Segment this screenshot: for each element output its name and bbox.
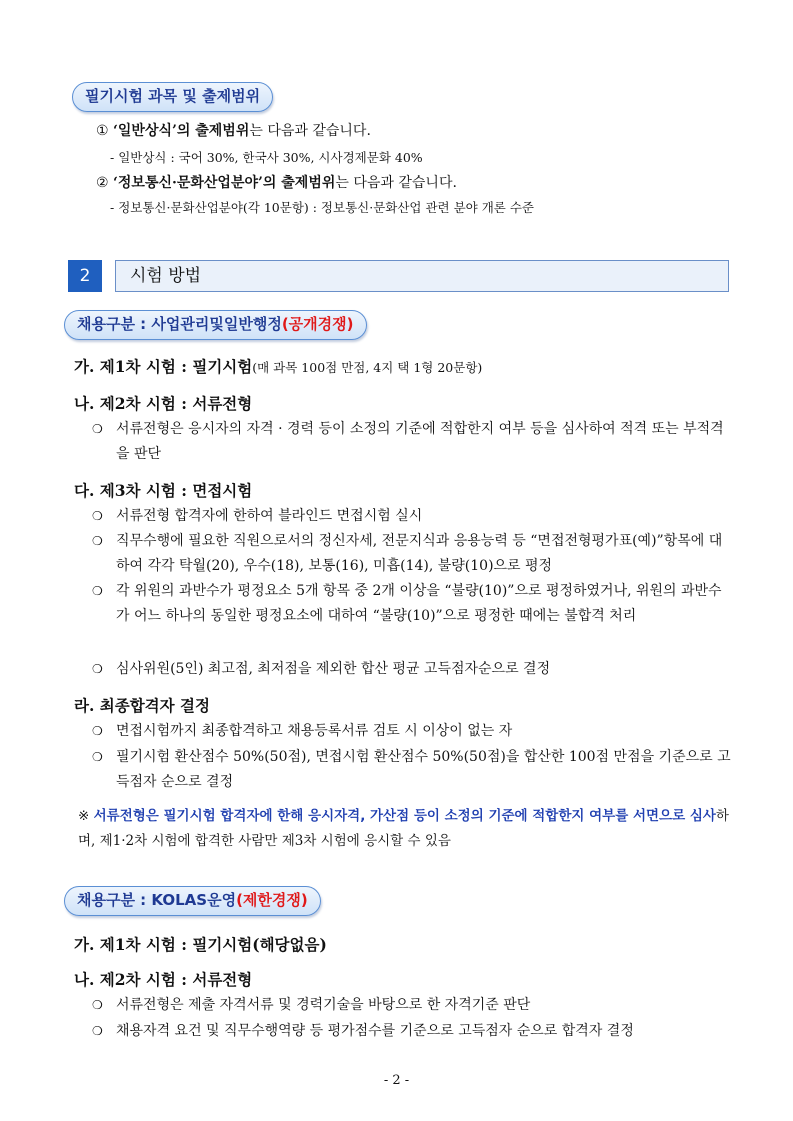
g1-stage-3-bullet-2: ❍ 직무수행에 필요한 직원으로서의 정신자세, 전문지식과 응용능력 등 “면접전형평가표(예)”항목에 대하여 각각 탁월(20), 우수(18), 보통(16), 미흡(14), 불량(10)으로 평정 [92,529,732,579]
g1-stage-3-bullet-1: ❍ 서류전형 합격자에 한하여 블라인드 면접시험 실시 [92,504,732,529]
bullet-icon: ❍ [92,662,103,676]
written-item-2: ② ‘정보통신·문화산업분야’의 출제범위는 다음과 같습니다. [96,175,457,191]
g1-final-bullet-1: ❍ 면접시험까지 최종합격하고 채용등록서류 검토 시 이상이 없는 자 [92,719,732,744]
screening-note [78,804,738,854]
g1-stage-3-bullet-3: ❍ 각 위원의 과반수가 평정요소 5개 항목 중 2개 이상을 “불량(10)”으로 평정하였거나, 위원의 과반수가 어느 하나의 동일한 평정요소에 대하여 “불량(10)”으로 평정한 때에는 불합격 처리 [92,579,732,629]
written-exam-pill-label: 필기시험 과목 및 출제범위 [85,87,261,105]
written-exam-pill [72,82,273,112]
g1-stage-2-bullet-1: ❍ 서류전형은 응시자의 자격 · 경력 등이 소정의 기준에 적합한지 여부 등을 심사하여 적격 또는 부적격을 판단 [92,417,732,467]
g2-stage-2-heading: 나. 제2차 시험 : 서류전형 [74,970,253,989]
written-item-1-title: ‘일반상식’의 출제범위 [113,123,250,139]
bullet-icon: ❍ [92,509,103,523]
g1-stage-1-heading: 가. 제1차 시험 : 필기시험(매 과목 100점 만점, 4지 택 1형 20문항) [74,357,483,376]
g1-final-heading: 라. 최종합격자 결정 [74,696,210,715]
written-item-2-title: ‘정보통신·문화산업분야’의 출제범위 [113,175,336,191]
note-rest: 하며, 제1·2차 시험에 합격한 사람만 제3차 시험에 응시할 수 있음 [78,808,729,849]
bullet-icon: ❍ [92,998,103,1012]
recruit-group-2-label: 채용구분 : KOLAS운영 [77,891,237,909]
g1-stage-2-heading: 나. 제2차 시험 : 서류전형 [74,394,253,413]
page-number: - 2 - [383,1073,410,1088]
written-item-2-detail: - 정보통신·문화산업분야(각 10문항) : 정보통신·문화산업 관련 분야 개론 수준 [110,200,535,215]
section-number: 2 [68,260,102,292]
g1-stage-3-heading: 다. 제3차 시험 : 면접시험 [74,481,253,500]
recruit-group-1-label: 채용구분 : 사업관리및일반행정 [77,315,282,333]
recruit-group-1-type: (공개경쟁) [281,315,354,333]
recruit-group-2-pill [64,886,321,916]
bullet-icon: ❍ [92,724,103,738]
recruit-group-1-pill [64,310,367,340]
written-item-1-detail: - 일반상식 : 국어 30%, 한국사 30%, 시사경제문화 40% [110,150,423,165]
section-title: 시험 방법 [115,260,729,292]
note-highlight: 서류전형은 필기시험 합격자에 한해 응시자격, 가산점 등이 소정의 기준에 적합한지 여부를 서면으로 심사 [93,808,716,824]
g2-stage-2-bullet-1: ❍ 서류전형은 제출 자격서류 및 경력기술을 바탕으로 한 자격기준 판단 [92,993,732,1018]
bullet-icon: ❍ [92,584,103,598]
bullet-icon: ❍ [92,534,103,548]
bullet-icon: ❍ [92,750,103,764]
recruit-group-2-type: (제한경쟁) [236,891,308,909]
g1-final-bullet-2: ❍ 필기시험 환산점수 50%(50점), 면접시험 환산점수 50%(50점)을 합산한 100점 만점을 기준으로 고득점자 순으로 결정 [92,745,732,795]
bullet-icon: ❍ [92,1024,103,1038]
g2-stage-2-bullet-2: ❍ 채용자격 요건 및 직무수행역량 등 평가점수를 기준으로 고득점자 순으로 합격자 결정 [92,1019,732,1044]
note-mark: ※ [78,808,90,824]
g1-stage-3-bullet-4: ❍ 심사위원(5인) 최고점, 최저점을 제외한 합산 평균 고득점자순으로 결정 [92,657,732,682]
g2-stage-1-heading: 가. 제1차 시험 : 필기시험(해당없음) [74,935,327,954]
written-item-1: ① ‘일반상식’의 출제범위는 다음과 같습니다. [96,123,371,139]
bullet-icon: ❍ [92,422,103,436]
